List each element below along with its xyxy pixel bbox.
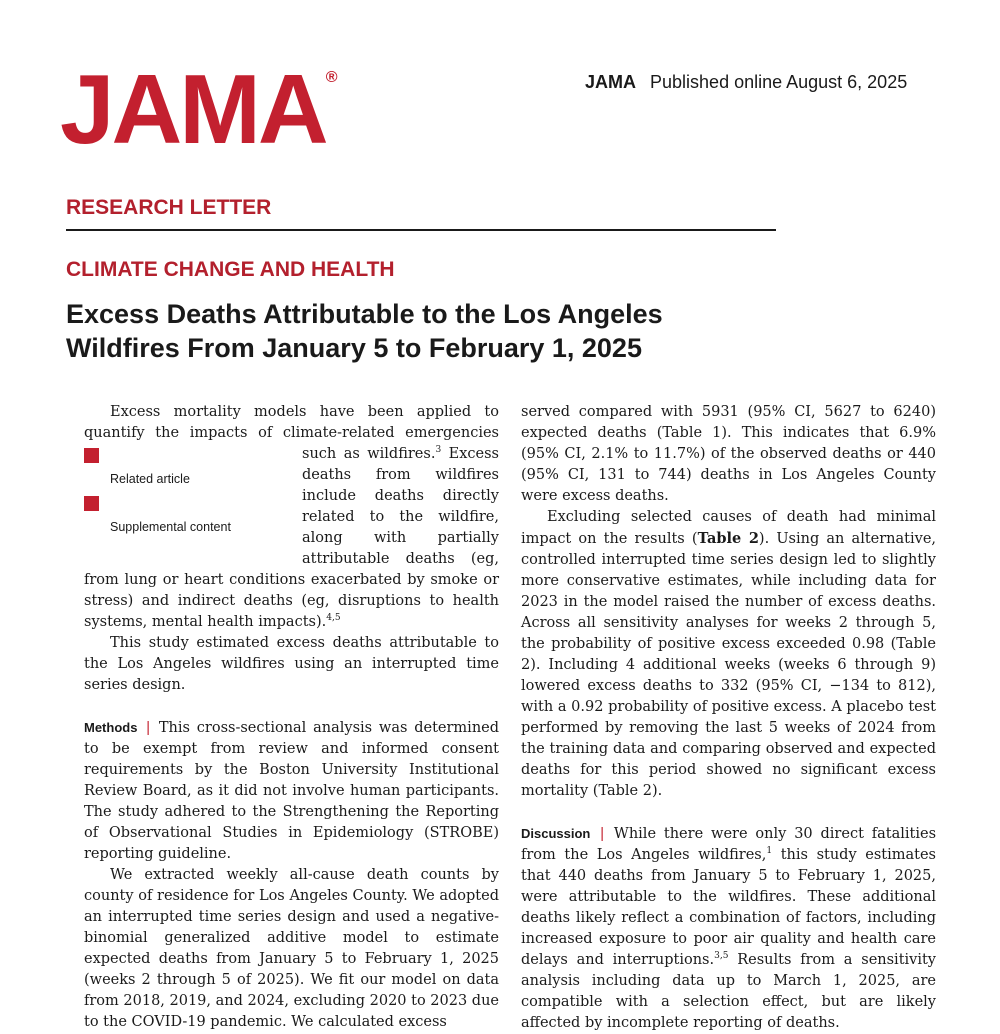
results-text-b: ). Using an alternative, controlled interrupted time series design led to slightly more conservative estimates, while including data for 2023 in the model raised the number of excess deaths. Across all sensitivity analyses for weeks 2 through 5, the probability of positive excess exceeded 0.98 (Table 2). Including 4 additional weeks (weeks 6 through 9) lowered excess deaths to 332 (95% CI, −134 to 812), with a 0.92 probability of positive excess. A placebo test performed by removing the last 5 weeks of 2024 from the training data and comparing observed and expected deaths for this period showed no significant excess mortality (Table 2). (521, 531, 937, 799)
supplemental-content-label[interactable]: Supplemental content (110, 520, 231, 534)
journal-name: JAMA (585, 72, 637, 92)
methods-heading: Methods (84, 720, 138, 735)
plus-icon[interactable]: + (84, 448, 99, 463)
heading-separator: | (600, 826, 605, 842)
article-title (66, 297, 766, 365)
section-divider (66, 229, 776, 231)
results-paragraph-1: served compared with 5931 (95% CI, 5627 to 6240) expected deaths (Table 1). This indicates that 6.9% (95% CI, 2.1% to 11.7%) of the observed deaths or 440 (95% CI, 131 to 744) deaths in Los Angeles County were excess deaths. (521, 404, 936, 504)
title-line-2: Wildfires From January 5 to February 1, 2025 (66, 333, 642, 363)
intro-paragraph (84, 402, 499, 633)
intro-text-a: Excess mortality models have been applied to quantify the impacts of climate-related emergencies such as wildfires. (84, 404, 499, 462)
reference-3[interactable]: 3 (435, 445, 442, 456)
results-text-a: Excluding selected causes of death had minimal impact on the results ( (521, 509, 936, 547)
reference-3-5[interactable]: 3,5 (714, 951, 729, 962)
publication-date: Published online August 6, 2025 (650, 72, 908, 92)
discussion-text-b: this study estimates that 440 deaths from January 5 to February 1, 2025, were attributable to the wildfires. These additional deaths likely reflect a combination of factors, including increased exposure to poor air quality and health care delays and interruptions. (521, 847, 936, 968)
title-line-1: Excess Deaths Attributable to the Los Angeles (66, 299, 663, 329)
sidebar-links (84, 448, 294, 553)
discussion-paragraph (521, 823, 936, 1034)
reference-1[interactable]: 1 (766, 846, 773, 857)
heading-separator: | (146, 720, 151, 736)
supplemental-content-link[interactable] (84, 496, 294, 538)
reference-4-5[interactable]: 4,5 (326, 613, 341, 624)
table-2-link[interactable]: Table 2 (697, 530, 759, 547)
related-article-link[interactable] (84, 448, 294, 490)
discussion-text-c: Results from a sensitivity analysis including data up to March 1, 2025, are compatible with a selection effect, but are likely affected by incomplete reporting of deaths. (521, 952, 937, 1031)
results-paragraph-2 (521, 507, 936, 802)
discussion-heading: Discussion (521, 826, 591, 841)
study-aim-paragraph: This study estimated excess deaths attributable to the Los Angeles wildfires using an interrupted time series design. (84, 635, 499, 693)
related-article-label[interactable]: Related article (110, 472, 190, 486)
publication-line (585, 72, 907, 93)
registered-mark: ® (325, 69, 338, 86)
plus-icon[interactable]: + (84, 496, 99, 511)
article-category: CLIMATE CHANGE AND HEALTH (66, 258, 395, 281)
methods-paragraph (84, 717, 499, 865)
logo-text: JAMA (60, 54, 326, 164)
section-label: RESEARCH LETTER (66, 196, 272, 219)
left-column (84, 402, 499, 1033)
methods-text: This cross-sectional analysis was determined to be exempt from review and informed consent requirements by the Boston University Institutional Review Board, as it did not involve human participants. The study adhered to the Strengthening the Reporting of Observational Studies in Epidemiology (STROBE) reporting guideline. (84, 720, 500, 862)
intro-text-b: Excess deaths from wildfires include deaths directly related to the wildfire, along with partially attributable deaths (eg, from lung or heart conditions exacerbated by smoke or stress) and indirect deaths (eg, disruptions to health systems, mental health impacts). (84, 446, 499, 630)
right-column (521, 402, 936, 1034)
discussion-text-a: While there were only 30 direct fatalities from the Los Angeles wildfires, (521, 826, 937, 863)
data-paragraph: We extracted weekly all-cause death counts by county of residence for Los Angeles County. We adopted an interrupted time series design and used a negative-binomial generalized additive model to estimate expected deaths from January 5 to February 1, 2025 (weeks 2 through 5 of 2025). We fit our model on data from 2018, 2019, and 2024, excluding 2020 to 2023 due to the COVID-19 pandemic. We calculated excess (84, 867, 500, 1030)
jama-logo (60, 54, 338, 164)
